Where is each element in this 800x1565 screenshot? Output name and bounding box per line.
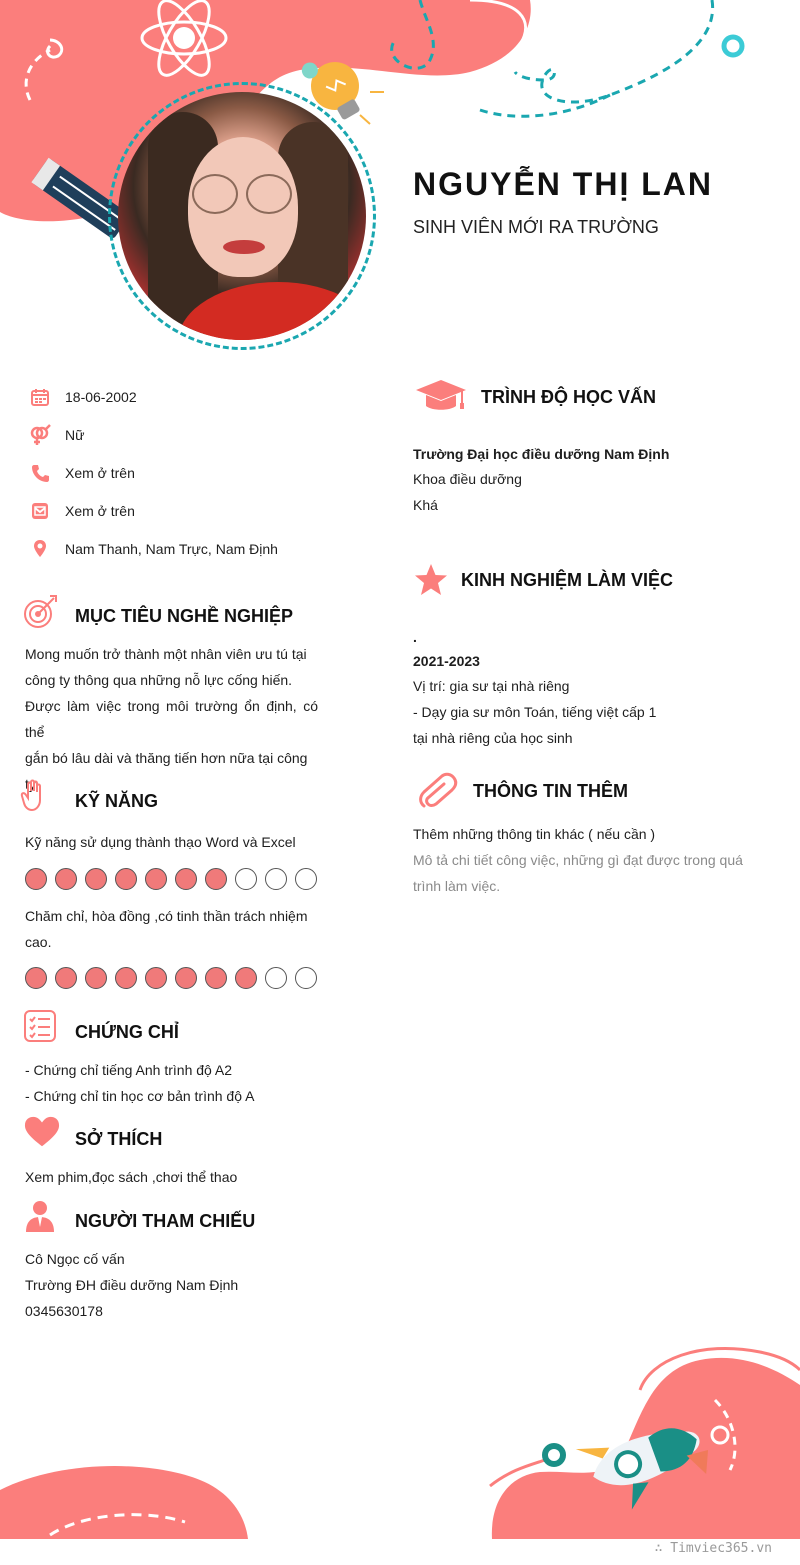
more-info-title: THÔNG TIN THÊM bbox=[473, 781, 628, 801]
avatar bbox=[118, 92, 366, 340]
skill-2-rating bbox=[25, 967, 317, 989]
more-info-text: Thêm những thông tin khác ( nếu cần ) bbox=[413, 826, 656, 842]
hobbies-title: SỞ THÍCH bbox=[75, 1129, 163, 1149]
education-details: Khoa điều dưỡng Khá bbox=[413, 471, 522, 513]
objective-title: MỤC TIÊU NGHỀ NGHIỆP bbox=[75, 606, 294, 626]
education-school: Trường Đại học điều dưỡng Nam Định bbox=[413, 446, 670, 462]
rating-dot-filled bbox=[175, 967, 197, 989]
candidate-title: SINH VIÊN MỚI RA TRƯỜNG bbox=[413, 217, 659, 237]
experience-dot: . bbox=[413, 629, 417, 645]
checklist-icon bbox=[22, 1008, 58, 1044]
rating-dot-empty bbox=[265, 868, 287, 890]
phone-icon bbox=[28, 461, 52, 485]
rating-dot-filled bbox=[145, 967, 167, 989]
rating-dot-filled bbox=[115, 967, 137, 989]
skill-1-rating bbox=[25, 868, 317, 890]
candidate-name: NGUYỄN THỊ LAN bbox=[413, 166, 713, 202]
reference-title: NGƯỜI THAM CHIẾU bbox=[75, 1211, 256, 1231]
rating-dot-filled bbox=[25, 967, 47, 989]
birthday-text: 18-06-2002 bbox=[65, 389, 137, 405]
rating-dot-empty bbox=[235, 868, 257, 890]
certificate-item: - Chứng chỉ tiếng Anh trình độ A2 bbox=[25, 1062, 233, 1078]
star-icon bbox=[413, 562, 449, 598]
contact-birthday bbox=[28, 385, 137, 409]
heart-icon bbox=[24, 1114, 60, 1150]
more-info-placeholder: Mô tả chi tiết công việc, những gì đạt được trong quá trình làm việc. bbox=[413, 852, 743, 894]
email-icon bbox=[28, 499, 52, 523]
calendar-icon bbox=[28, 385, 52, 409]
phone-text: Xem ở trên bbox=[65, 465, 135, 481]
certificates-title: CHỨNG CHỈ bbox=[75, 1022, 179, 1042]
graduation-cap-icon bbox=[414, 378, 468, 414]
contact-address bbox=[28, 537, 278, 561]
rating-dot-filled bbox=[85, 868, 107, 890]
contact-email bbox=[28, 499, 135, 523]
email-text: Xem ở trên bbox=[65, 503, 135, 519]
skills-title: KỸ NĂNG bbox=[75, 791, 159, 811]
objective-text: Mong muốn trở thành một nhân viên ưu tú tại công ty thông qua những nỗ lực cống hiến. Được làm việc trong môi trường ổn định, có thể gắn bó lâu dài và thăng tiến hơn nữa tại công ty. bbox=[25, 646, 318, 792]
rating-dot-filled bbox=[175, 868, 197, 890]
address-text: Nam Thanh, Nam Trực, Nam Định bbox=[65, 541, 278, 557]
hobbies-text: Xem phim,đọc sách ,chơi thể thao bbox=[25, 1169, 238, 1185]
rating-dot-filled bbox=[115, 868, 137, 890]
skill-1-label: Kỹ năng sử dụng thành thạo Word và Excel bbox=[25, 834, 296, 850]
rating-dot-empty bbox=[295, 868, 317, 890]
rating-dot-filled bbox=[25, 868, 47, 890]
rating-dot-filled bbox=[205, 967, 227, 989]
contact-phone bbox=[28, 461, 135, 485]
watermark: ∴ Timviec365.vn bbox=[654, 1541, 772, 1556]
skill-2-label: Chăm chỉ, hòa đồng ,có tinh thần trách nhiệm cao. bbox=[25, 908, 308, 950]
reference-text: Cô Ngọc cố vấn Trường ĐH điều dưỡng Nam Định 0345630178 bbox=[25, 1251, 239, 1319]
location-pin-icon bbox=[28, 537, 52, 561]
target-icon bbox=[22, 594, 58, 630]
rating-dot-filled bbox=[205, 868, 227, 890]
paperclip-icon bbox=[416, 772, 460, 812]
contact-gender bbox=[28, 423, 84, 447]
rating-dot-filled bbox=[85, 967, 107, 989]
person-icon bbox=[22, 1198, 58, 1234]
rating-dot-filled bbox=[55, 868, 77, 890]
hand-icon bbox=[18, 778, 54, 814]
experience-details: Vị trí: gia sư tại nhà riêng - Dạy gia sư môn Toán, tiếng việt cấp 1 tại nhà riêng của học sinh bbox=[413, 678, 657, 746]
rating-dot-filled bbox=[55, 967, 77, 989]
rating-dot-empty bbox=[265, 967, 287, 989]
rating-dot-filled bbox=[235, 967, 257, 989]
certificate-item: - Chứng chỉ tin học cơ bản trình độ A bbox=[25, 1088, 255, 1104]
education-title: TRÌNH ĐỘ HỌC VẤN bbox=[481, 387, 656, 407]
certificates-list bbox=[25, 1057, 254, 1109]
experience-title: KINH NGHIỆM LÀM VIỆC bbox=[461, 570, 674, 590]
rating-dot-empty bbox=[295, 967, 317, 989]
bottom-decoration bbox=[0, 1300, 800, 1565]
gender-text: Nữ bbox=[65, 427, 85, 443]
rating-dot-filled bbox=[145, 868, 167, 890]
experience-period: 2021-2023 bbox=[413, 653, 480, 669]
gender-icon bbox=[28, 423, 52, 447]
